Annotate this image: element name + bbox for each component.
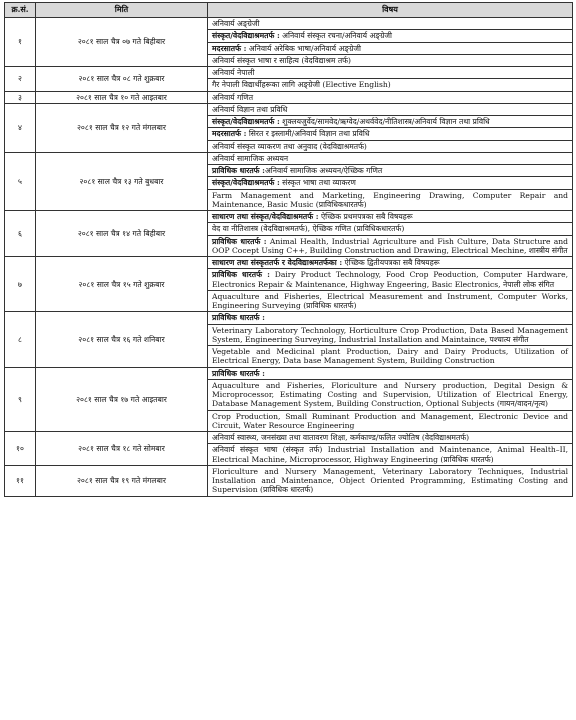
subject-line: [208, 153, 572, 165]
header-row: [5, 3, 573, 18]
subject-cell: [208, 312, 573, 367]
stream-label: प्राविधिक धारतर्फ :: [212, 270, 270, 280]
subject-line: [208, 43, 572, 55]
serial-number: ९: [5, 367, 36, 432]
subject-text: सिरत र इस्लामी/अनिवार्य विज्ञान तथा प्रविधि: [246, 129, 370, 139]
exam-date: २०८१ साल चैत्र १५ गते शुक्रबार: [36, 257, 208, 312]
subject-text: अनिवार्य विज्ञान तथा प्रविधि: [212, 104, 288, 114]
schedule-row: [5, 211, 573, 257]
subject-line: [208, 236, 572, 257]
subject-line: [208, 141, 572, 152]
serial-number: १: [5, 18, 36, 67]
subject-text: अनिवार्य नेपाली: [212, 68, 255, 77]
subject-line: [208, 92, 572, 103]
subject-text: अनिवार्य अरेबिक भाषा/अनिवार्य अङ्ग्रेजी: [246, 43, 362, 53]
subject-text: अनिवार्य संस्कृत भाषा (संस्कृत तर्फ) Industrial Installation and Maintenance, Animal Health–II, Electrical Machine, Microprocessor, Highway Engineering (प्राविधिक धारतर्फ): [212, 445, 568, 464]
subject-cell: [208, 18, 573, 67]
exam-date: २०८१ साल चैत्र ०७ गते बिहीबार: [36, 18, 208, 67]
subject-text: ऐच्छिक द्वितीयपत्रका सबै विषयहरू: [342, 258, 440, 267]
subject-cell: [208, 103, 573, 152]
subject-line: [208, 104, 572, 116]
subject-cell: [208, 152, 573, 210]
subject-text: Aquaculture and Fisheries, Electrical Measurement and Instrument, Computer Works, Engineering Surveying (प्राविधिक धारतर्फ): [212, 291, 568, 310]
subject-cell: [208, 91, 573, 103]
subject-cell: [208, 67, 573, 92]
schedule-body: [5, 18, 573, 497]
stream-label: साधारण तथा संस्कृततर्फ र वेदविद्याश्रमतर्फका :: [212, 258, 343, 267]
subject-cell: [208, 367, 573, 432]
schedule-row: [5, 432, 573, 466]
exam-date: २०८१ साल चैत्र १९ गते मंगलबार: [36, 465, 208, 496]
subject-text: Animal Health, Industrial Agriculture and Fish Culture, Data Structure and OOP Cocept Using C++, Building Construction and Drawing, Electrical Mechine, शास्त्रीय संगीत: [212, 236, 568, 255]
exam-date: २०८१ साल चैत्र १६ गते शनिबार: [36, 312, 208, 367]
subject-line: [208, 291, 572, 312]
subject-text: Aquaculture and Fisheries, Floriculture and Nursery production, Degital Design & Microprocessor, Estimating Costing and Supervision, Utilization of Electrical Energy, Database Management System, Building Construction, Optional Subjects (गायन/वादन/नृत्य): [212, 380, 568, 409]
subject-line: [208, 432, 572, 444]
subject-text: अनिवार्य अङ्ग्रेजी: [212, 19, 260, 28]
subject-text: Veterinary Laboratory Technology, Horticulture Crop Production, Data Based Management System, Engineering Surveying, Industrial Installation and Maintaince, पश्चात्य संगीत: [212, 325, 568, 344]
stream-label: मदरसातर्फ :: [212, 129, 247, 139]
stream-label: साधारण तथा संस्कृत/वेदविद्याश्रमतर्फ :: [212, 212, 319, 221]
subject-text: वेद वा नीतिशास्त्र (वेदविद्याश्रमतर्फ), ऐच्छिक गणित (प्राविधिकधारतर्फ): [212, 224, 405, 234]
subject-line: [208, 368, 572, 380]
subject-line: [208, 211, 572, 223]
subject-line: [208, 55, 572, 66]
subject-line: [208, 466, 572, 496]
exam-date: २०८१ साल चैत्र १२ गते मंगलबार: [36, 103, 208, 152]
subject-line: [208, 18, 572, 30]
schedule-row: [5, 367, 573, 432]
subject-text: Farm Management and Marketing, Engineering Drawing, Computer Repair and Maintenance, Basic Music (प्राविधिकधारतर्फ): [212, 190, 568, 209]
exam-date: २०८१ साल चैत्र १० गते आइतबार: [36, 91, 208, 103]
serial-number: ४: [5, 103, 36, 152]
serial-number: ७: [5, 257, 36, 312]
subject-text: अनिवार्य सामाजिक अध्ययन: [212, 153, 289, 163]
schedule-row: [5, 18, 573, 67]
stream-label: प्राविधिक धारतर्फ :: [212, 368, 265, 378]
subject-text: गैर नेपाली विद्यार्थीहरूका लागि अङ्ग्रेजी (Elective English): [212, 80, 391, 90]
serial-number: ८: [5, 312, 36, 367]
serial-number: १०: [5, 432, 36, 466]
schedule-row: [5, 465, 573, 496]
exam-date: २०८१ साल चैत्र १८ गते सोमबार: [36, 432, 208, 466]
exam-date: २०८१ साल चैत्र १४ गते बिहीबार: [36, 211, 208, 257]
header-serial-number: क्र.सं.: [5, 3, 36, 18]
subject-line: [208, 411, 572, 432]
subject-cell: [208, 257, 573, 312]
subject-text: संस्कृत भाषा तथा व्याकरण: [279, 178, 356, 188]
subject-line: [208, 380, 572, 411]
stream-label: प्राविधिक धारतर्फ :: [212, 166, 265, 175]
serial-number: ११: [5, 465, 36, 496]
schedule-row: [5, 257, 573, 312]
subject-text: अनिवार्य संस्कृत रचना/अनिवार्य अङ्ग्रेजी: [279, 31, 393, 41]
subject-line: [208, 190, 572, 211]
subject-line: [208, 165, 572, 177]
subject-line: [208, 269, 572, 291]
subject-line: [208, 257, 572, 269]
serial-number: २: [5, 67, 36, 92]
schedule-row: [5, 312, 573, 367]
subject-text: Vegetable and Medicinal plant Production, Dairy and Dairy Products, Utilization of Electrical Energy, Data base Management System, Building Construction: [212, 347, 568, 366]
subject-line: [208, 67, 572, 79]
schedule-row: [5, 91, 573, 103]
exam-date: २०८१ साल चैत्र १७ गते आइतबार: [36, 367, 208, 432]
subject-text: अनिवार्य संस्कृत व्याकरण तथा अनुवाद (वेदविद्याश्रमतर्फ): [212, 141, 367, 151]
serial-number: ५: [5, 152, 36, 210]
subject-line: [208, 444, 572, 465]
subject-cell: [208, 465, 573, 496]
subject-text: अनिवार्य संस्कृत भाषा र साहित्य (वेदविद्याश्रम तर्फ): [212, 55, 351, 65]
schedule-row: [5, 103, 573, 152]
subject-line: [208, 312, 572, 324]
stream-label: संस्कृत/वेदविद्याश्रमतर्फ :: [212, 117, 280, 126]
subject-text: अनिवार्य सामाजिक अध्ययन/ऐच्छिक गणित: [264, 166, 383, 175]
subject-line: [208, 325, 572, 347]
schedule-row: [5, 67, 573, 92]
stream-label: प्राविधिक धारतर्फ :: [212, 313, 265, 323]
subject-text: Dairy Product Technology, Food Crop Peoduction, Computer Hardware, Electronics Repair & Maintenance, Highway Engeering, Basic Electronics, नेपाली लोक संगित: [212, 270, 568, 289]
serial-number: ६: [5, 211, 36, 257]
subject-text: Crop Production, Small Ruminant Production and Management, Electronic Device and Circuit, Water Resource Engineering: [212, 411, 568, 430]
subject-line: [208, 128, 572, 140]
exam-date: २०८१ साल चैत्र १३ गते बुधबार: [36, 152, 208, 210]
subject-line: [208, 177, 572, 189]
subject-cell: [208, 211, 573, 257]
header-date: मिति: [36, 3, 208, 18]
subject-text: ऐच्छिक प्रथमपत्रका सबै विषयहरू: [318, 212, 413, 221]
subject-line: [208, 79, 572, 90]
schedule-row: [5, 152, 573, 210]
stream-label: प्राविधिक धारतर्फ :: [212, 236, 267, 246]
subject-text: अनिवार्य गणित: [212, 92, 254, 102]
subject-line: [208, 346, 572, 367]
subject-line: [208, 30, 572, 42]
subject-text: अनिवार्य स्वास्थ्य, जनसंख्या तथा वातावरण शिक्षा, कर्मकाण्ड/फलित ज्योतिष (वेदविद्याश्रमतर्फ): [212, 433, 470, 442]
stream-label: संस्कृत/वेदविद्याश्रमतर्फ :: [212, 178, 280, 188]
subject-line: [208, 223, 572, 235]
subject-text: शुक्लयजुर्वेद/सामवेद/ऋग्वेद/अथर्ववेद/नीतिशास्त्र/अनिवार्य विज्ञान तथा प्रविधि: [279, 117, 490, 126]
exam-schedule-table: [4, 2, 573, 497]
stream-label: मदरसातर्फ :: [212, 43, 247, 53]
subject-cell: [208, 432, 573, 466]
subject-text: Floriculture and Nursery Management, Veterinary Laboratory Techniques, Industrial Installation and Maintenance, Object Oriented Programming, Estimating Costing and Supervision (प्राविधिक धारतर्फ): [212, 466, 568, 495]
header-subject: विषय: [208, 3, 573, 18]
exam-date: २०८१ साल चैत्र ०८ गते शुक्रबार: [36, 67, 208, 92]
serial-number: ३: [5, 91, 36, 103]
stream-label: संस्कृत/वेदविद्याश्रमतर्फ :: [212, 31, 280, 41]
subject-line: [208, 116, 572, 128]
